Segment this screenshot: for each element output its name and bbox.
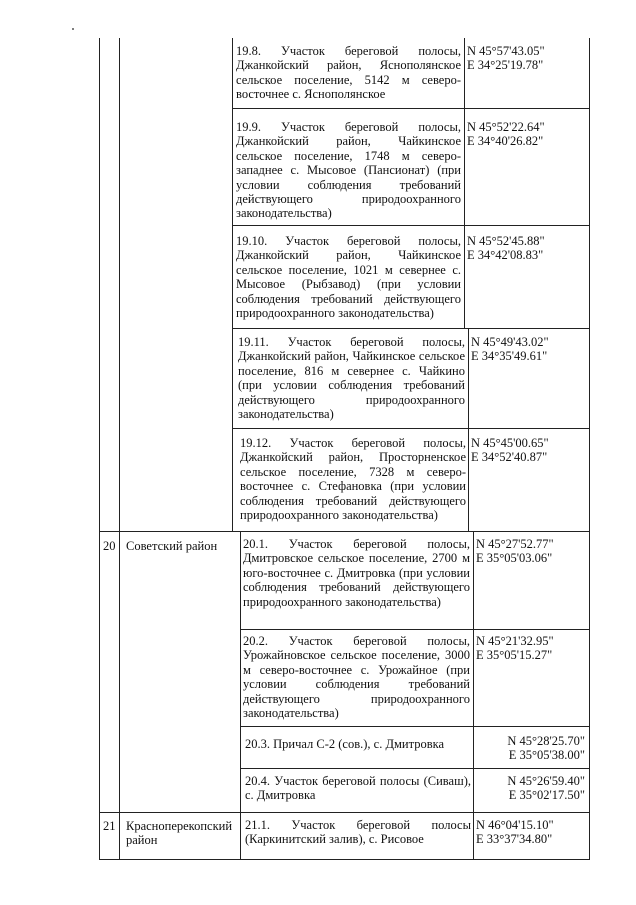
row-20-2-coordinates: N 45°21'32.95" E 35°05'15.27" (476, 634, 554, 663)
row-20-4-coordinates: N 45°26'59.40" E 35°02'17.50" (507, 774, 585, 803)
row-21-1-description: 21.1. Участок береговой полосы (Каркинитский залив), с. Рисовое (245, 818, 471, 847)
row-20-3-coordinates: N 45°28'25.70" E 35°05'38.00" (507, 734, 585, 763)
row-separator (240, 768, 589, 769)
row-separator (232, 108, 589, 109)
row-19-8-coordinates: N 45°57'43.05" E 34°25'19.78" (467, 44, 545, 73)
row-21-1-coordinates: N 46°04'15.10" E 33°37'34.80" (476, 818, 554, 847)
table-divider-col3-c (473, 531, 474, 860)
row-19-11-description: 19.11. Участок береговой полосы, Джанкойский район, Чайкинское сельское поселение, 816 м севернее с. Чайкино (при условии соблюдения требований действующего природоохранного законодательства) (238, 335, 465, 422)
table-border-right (589, 38, 590, 860)
row-separator (99, 812, 589, 813)
row-19-8-description: 19.8. Участок береговой полосы, Джанкойский район, Яснополянское сельское поселение, 5142 м северо-восточнее с. Яснополянское (236, 44, 461, 102)
row-20-1-coordinates: N 45°27'52.77" E 35°05'03.06" (476, 537, 554, 566)
scan-speck (72, 28, 74, 30)
row-19-9-coordinates: N 45°52'22.64" E 34°40'26.82" (467, 120, 545, 149)
district-20-name: Советский район (126, 539, 218, 553)
district-20-number: 20 (103, 539, 116, 553)
table-border-bottom (99, 859, 589, 860)
table-divider-col3-b (468, 328, 469, 531)
row-separator (232, 428, 589, 429)
row-separator (99, 531, 589, 532)
row-19-10-description: 19.10. Участок береговой полосы, Джанкойский район, Чайкинское сельское поселение, 1021 м севернее с. Мысовое (Рыбзавод) (при условии соблюдения требований действующего природоохранного законодательства) (236, 234, 461, 321)
table-divider-col2-upper (232, 38, 233, 531)
district-21-name: Красноперекопский район (126, 819, 233, 848)
row-separator (232, 328, 589, 329)
row-separator (240, 629, 589, 630)
row-20-2-description: 20.2. Участок береговой полосы, Урожайновское сельское поселение, 3000 м северо-восточнее с. Урожайное (при условии соблюдения требований действующего природоохранного законодательства) (243, 634, 470, 721)
row-19-10-coordinates: N 45°52'45.88" E 34°42'08.83" (467, 234, 545, 263)
row-19-9-description: 19.9. Участок береговой полосы, Джанкойский район, Чайкинское сельское поселение, 1748 м северо-западнее с. Мысовое (Пансионат) (при условии соблюдения требований действующего природоохранного законодательства) (236, 120, 461, 221)
row-19-12-description: 19.12. Участок береговой полосы, Джанкойский район, Просторненское сельское поселение, 7328 м северо-восточнее с. Стефановка (при условии соблюдения требований действующего природоохранного законодательства) (240, 436, 466, 523)
table-border-left (99, 38, 100, 860)
table-divider-col1 (119, 38, 120, 860)
row-19-11-coordinates: N 45°49'43.02" E 34°35'49.61" (471, 335, 549, 364)
table-divider-col3-a (464, 38, 465, 328)
row-19-12-coordinates: N 45°45'00.65" E 34°52'40.87" (471, 436, 549, 465)
table-divider-col2-lower (240, 531, 241, 860)
row-20-3-description: 20.3. Причал С-2 (сов.), с. Дмитровка (245, 737, 445, 751)
row-20-4-description: 20.4. Участок береговой полосы (Сиваш), с. Дмитровка (245, 774, 471, 803)
row-20-1-description: 20.1. Участок береговой полосы, Дмитровское сельское поселение, 2700 м юго-восточнее с. Дмитровка (при условии соблюдения требований действующего природоохранного законодательства) (243, 537, 470, 609)
district-21-number: 21 (103, 819, 116, 833)
row-separator (240, 726, 589, 727)
row-separator (232, 225, 589, 226)
